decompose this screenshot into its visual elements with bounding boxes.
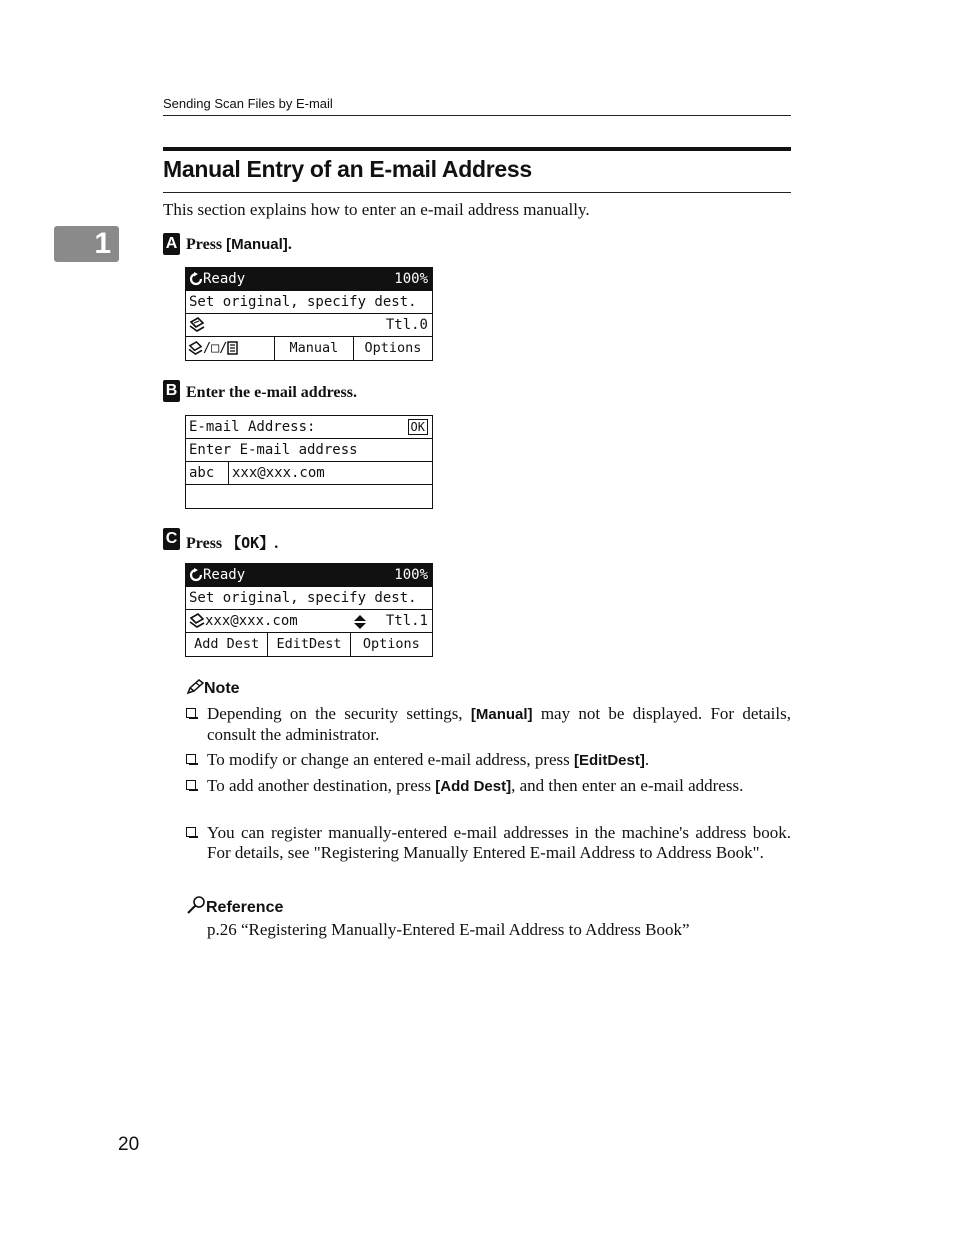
checkbox-bullet-icon: [186, 780, 196, 790]
note-key: [Manual]: [470, 706, 533, 723]
note-text: Depending on the security settings,: [207, 704, 471, 723]
lcd-email-title: E-mail Address:: [189, 419, 316, 435]
refresh-icon: [189, 567, 203, 587]
refresh-icon: [189, 271, 203, 291]
step-1-key: [Manual]: [226, 236, 288, 253]
lcd3-total: Ttl.1: [385, 613, 428, 629]
dest-type-button[interactable]: [186, 337, 275, 360]
note-text: To add another destination, press: [207, 776, 436, 795]
note-text: , and then enter an e-mail address.: [511, 776, 744, 795]
lcd3-address: xxx@xxx.com: [205, 613, 298, 629]
options-button[interactable]: Options: [364, 340, 422, 356]
note-item: [186, 776, 791, 797]
email-icon: [188, 340, 203, 360]
step-3-suffix: .: [274, 535, 279, 552]
dest-type-label: /□/: [203, 340, 228, 356]
lcd-panel-ready-with-dest: [185, 563, 433, 657]
step-1-number: A: [163, 233, 180, 255]
note-text: You can register manually-entered e-mail addresses in the machine's address book. For details, see "Registering Manually Entered E-mail Address to Address Book".: [207, 823, 791, 862]
lcd3-status-text: Ready: [203, 567, 246, 583]
step-3-key: 【OK】: [226, 534, 275, 552]
lcd3-percent: 100%: [394, 567, 428, 583]
lcd-email-title-row: [186, 416, 432, 439]
note-item: [186, 750, 791, 771]
lcd-email-input-row: [186, 462, 432, 485]
options-button[interactable]: Options: [362, 636, 420, 652]
note-key: [Add Dest]: [435, 778, 512, 795]
step-3-number: C: [163, 528, 180, 550]
step-1-prefix: Press: [186, 236, 227, 253]
step-1-text: [186, 236, 292, 254]
lcd-empty-row: [186, 485, 432, 508]
note-heading-text: Note: [204, 680, 240, 697]
lcd-percent: 100%: [394, 271, 428, 287]
pencil-icon: [186, 679, 204, 700]
edit-dest-button[interactable]: EditDest: [268, 633, 350, 656]
header-rule: [163, 115, 791, 116]
page-number: 20: [118, 1134, 140, 1155]
title-rule-top: [163, 147, 791, 151]
step-1-suffix: .: [287, 236, 292, 253]
lcd-ok-indicator: [408, 416, 428, 438]
lcd3-status-row: [186, 564, 432, 587]
lcd-message-row: Set original, specify dest.: [186, 291, 432, 314]
checkbox-bullet-icon: [186, 754, 196, 764]
lcd-total: Ttl.0: [385, 317, 428, 333]
intro-text: This section explains how to enter an e-mail address manually.: [163, 200, 590, 219]
lcd-email-prompt: Enter E-mail address: [186, 439, 432, 462]
title-rule-bottom: [163, 192, 791, 193]
reference-heading-text: Reference: [206, 899, 284, 916]
page-title: Manual Entry of an E-mail Address: [163, 156, 532, 182]
email-dest-icon: [189, 613, 205, 633]
note-text: To modify or change an entered e-mail address, press: [207, 750, 575, 769]
step-2-text: Enter the e-mail address.: [186, 384, 357, 401]
step-2-number: B: [163, 380, 180, 402]
running-header: Sending Scan Files by E-mail: [163, 96, 333, 111]
step-3-prefix: Press: [186, 535, 227, 552]
lcd-dest-row: [186, 314, 432, 337]
chapter-tab: 1: [54, 226, 119, 262]
note-heading: [186, 679, 240, 700]
lcd3-softkey-row: [186, 633, 432, 656]
note-item: [186, 823, 791, 863]
checkbox-bullet-icon: [186, 827, 196, 837]
input-mode: abc: [189, 465, 215, 481]
manual-button[interactable]: Manual: [275, 337, 354, 360]
email-dest-icon: [189, 317, 205, 337]
note-key: [EditDest]: [574, 752, 645, 769]
add-dest-button[interactable]: Add Dest: [186, 633, 268, 656]
checkbox-bullet-icon: [186, 708, 196, 718]
note-text: .: [644, 750, 650, 769]
lcd-status-text: Ready: [203, 271, 246, 287]
step-3-text: [186, 532, 278, 553]
reference-link[interactable]: p.26 “Registering Manually-Entered E-mail Address to Address Book”: [207, 920, 690, 939]
email-input-value[interactable]: xxx@xxx.com: [232, 465, 325, 481]
note-text: may not be displayed. For details, consult the administrator.: [207, 704, 791, 744]
magnifier-icon: [186, 896, 206, 919]
lcd-softkey-row: [186, 337, 432, 360]
scroll-arrows-icon[interactable]: [354, 614, 366, 633]
lcd3-message-row: Set original, specify dest.: [186, 587, 432, 610]
lcd-panel-email-entry: [185, 415, 433, 509]
lcd-status-row: [186, 268, 432, 291]
input-divider: [228, 462, 229, 484]
lcd3-dest-row: [186, 610, 432, 633]
ok-box: OK: [408, 419, 428, 435]
folder-icon: [227, 340, 239, 360]
lcd-panel-ready: [185, 267, 433, 361]
reference-heading: [186, 896, 283, 919]
note-item: [186, 704, 791, 745]
